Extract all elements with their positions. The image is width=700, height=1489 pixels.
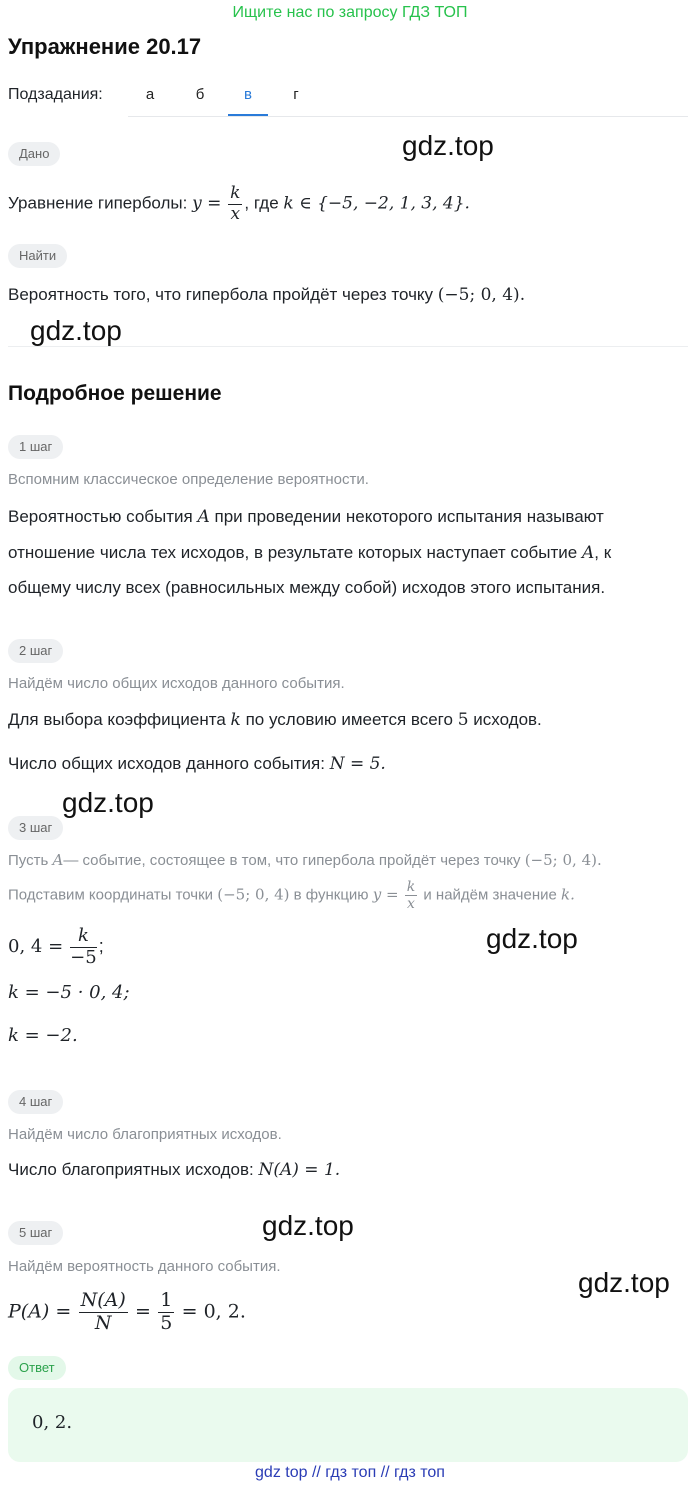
answer-badge: Ответ bbox=[8, 1356, 66, 1380]
step-1-line-3: общему числу всех (равносильных между собой) исходов этого испытания. bbox=[8, 578, 606, 597]
step-3-hint2-point: (−5; 0, 4) bbox=[217, 885, 290, 904]
step-5-frac1-den: N bbox=[94, 1311, 112, 1334]
watermark-2: gdz.top bbox=[30, 315, 122, 346]
step-1-text-d: , к bbox=[594, 543, 612, 562]
step-2-hint: Найдём число общих исходов данного события. bbox=[8, 675, 345, 692]
answer-value: 0, 2. bbox=[32, 1412, 73, 1433]
answer-box bbox=[8, 1388, 688, 1462]
given-eq-y: y = bbox=[192, 193, 222, 214]
subtask-tab-g[interactable]: г bbox=[293, 86, 299, 103]
step-3-hint2-var: k. bbox=[561, 885, 575, 904]
step-5-frac2-den: 5 bbox=[160, 1311, 173, 1334]
subtasks-label: Подзадания: bbox=[8, 86, 103, 103]
page-title: Упражнение 20.17 bbox=[8, 34, 202, 59]
step-1-text-b: при проведении некоторого испытания называют bbox=[214, 507, 604, 526]
step-2-num-5: 5 bbox=[457, 710, 469, 730]
step-1-text-c: отношение числа тех исходов, в результате которых наступает событие bbox=[8, 543, 578, 562]
step-5-frac1-num: N(A) bbox=[80, 1289, 126, 1311]
step-3-eq1-fraction bbox=[70, 926, 97, 968]
step-3-hint2-text-b: в функцию bbox=[293, 886, 369, 904]
step-3-hint-var: A bbox=[52, 851, 64, 869]
step-5-eq-end: = 0, 2. bbox=[181, 1300, 246, 1323]
step-5-frac2-num: 1 bbox=[160, 1289, 173, 1311]
watermark-3: gdz.top bbox=[62, 787, 154, 818]
step-1-var-a: A bbox=[197, 507, 210, 527]
step-5-eq-mid: = bbox=[135, 1300, 151, 1323]
given-text bbox=[8, 184, 470, 224]
step-3-eq-2: k = −5 · 0, 4; bbox=[8, 982, 130, 1003]
step-1-var-a2: A bbox=[581, 543, 595, 563]
step-1-line-1 bbox=[8, 505, 604, 529]
step-2-var-k: k bbox=[230, 710, 241, 730]
step-5-eq bbox=[8, 1290, 246, 1335]
step-2-eq: N = 5. bbox=[329, 754, 386, 774]
step-3-hint2-num: k bbox=[406, 879, 416, 895]
step-2-text-b: по условию имеется всего bbox=[245, 710, 453, 729]
step-3-eq1-den: −5 bbox=[70, 946, 97, 968]
step-2-line-2 bbox=[8, 752, 386, 776]
subtasks-tabs bbox=[128, 78, 688, 117]
watermark-1: gdz.top bbox=[402, 130, 494, 161]
step-4-line bbox=[8, 1158, 340, 1182]
step-5-eq-left: P(A) = bbox=[8, 1300, 72, 1323]
given-where: , где bbox=[244, 193, 279, 213]
watermark-4: gdz.top bbox=[486, 923, 578, 954]
step-1-hint: Вспомним классическое определение вероятности. bbox=[8, 471, 369, 488]
step-2-text-d: Число общих исходов данного события: bbox=[8, 754, 325, 773]
given-set: k ∈ {−5, −2, 1, 3, 4}. bbox=[283, 193, 470, 214]
step-3-hint-text-a: Пусть bbox=[8, 852, 49, 869]
footer-links[interactable]: gdz top // гдз топ // гдз топ bbox=[255, 1464, 445, 1481]
given-label: Уравнение гиперболы: bbox=[8, 193, 188, 213]
step-4-hint: Найдём число благоприятных исходов. bbox=[8, 1126, 282, 1143]
watermark-5: gdz.top bbox=[262, 1210, 354, 1241]
step-5-frac-1 bbox=[79, 1290, 128, 1335]
step-5-frac-2 bbox=[158, 1290, 174, 1335]
search-hint-banner: Ищите нас по запросу ГДЗ ТОП bbox=[232, 4, 468, 21]
given-frac-num: k bbox=[230, 183, 241, 203]
find-point: (−5; 0, 4). bbox=[437, 285, 526, 305]
step-4-badge: 4 шаг bbox=[8, 1090, 63, 1114]
step-4-text: Число благоприятных исходов: bbox=[8, 1160, 254, 1179]
step-5-badge: 5 шаг bbox=[8, 1221, 63, 1245]
given-frac-den: x bbox=[230, 203, 241, 224]
step-2-text-c: исходов. bbox=[473, 710, 542, 729]
step-1-badge: 1 шаг bbox=[8, 435, 63, 459]
find-label: Вероятность того, что гипербола пройдёт через точку bbox=[8, 285, 434, 304]
subtask-tab-v[interactable]: в bbox=[228, 78, 268, 116]
watermark-6: gdz.top bbox=[578, 1267, 670, 1298]
step-1-text-a: Вероятностью события bbox=[8, 507, 193, 526]
step-3-eq1-left: 0, 4 = bbox=[8, 935, 64, 957]
step-3-eq1-num: k bbox=[70, 926, 97, 948]
step-3-eq1-end: ; bbox=[98, 935, 104, 956]
step-3-hint-1 bbox=[8, 849, 602, 872]
step-5-hint: Найдём вероятность данного события. bbox=[8, 1258, 281, 1275]
step-1-line-2 bbox=[8, 541, 611, 565]
step-3-hint2-text-a: Подставим координаты точки bbox=[8, 886, 214, 904]
step-4-eq: N(A) = 1. bbox=[258, 1160, 341, 1180]
step-3-hint-text-b: — событие, состоящее в том, что гипербола пройдёт через точку bbox=[63, 852, 521, 869]
given-badge: Дано bbox=[8, 142, 60, 166]
step-3-badge: 3 шаг bbox=[8, 816, 63, 840]
find-text bbox=[8, 283, 525, 307]
step-3-eq-3: k = −2. bbox=[8, 1025, 78, 1046]
subtask-tab-a[interactable]: а bbox=[145, 86, 155, 103]
step-3-eq-1 bbox=[8, 926, 104, 968]
step-3-hint-2 bbox=[8, 879, 575, 912]
subtask-tab-b[interactable]: б bbox=[195, 86, 205, 103]
step-3-hint2-den: x bbox=[407, 896, 415, 913]
find-badge: Найти bbox=[8, 244, 67, 268]
step-2-line-1 bbox=[8, 708, 542, 732]
given-fraction bbox=[228, 184, 242, 224]
step-3-hint2-text-c: и найдём значение bbox=[423, 886, 557, 904]
solution-title: Подробное решение bbox=[8, 382, 222, 405]
step-3-hint-point: (−5; 0, 4). bbox=[524, 851, 602, 869]
step-2-badge: 2 шаг bbox=[8, 639, 63, 663]
step-3-hint2-fraction bbox=[405, 879, 417, 912]
step-3-hint2-eq: y = bbox=[372, 885, 399, 904]
step-2-text-a: Для выбора коэффициента bbox=[8, 710, 226, 729]
